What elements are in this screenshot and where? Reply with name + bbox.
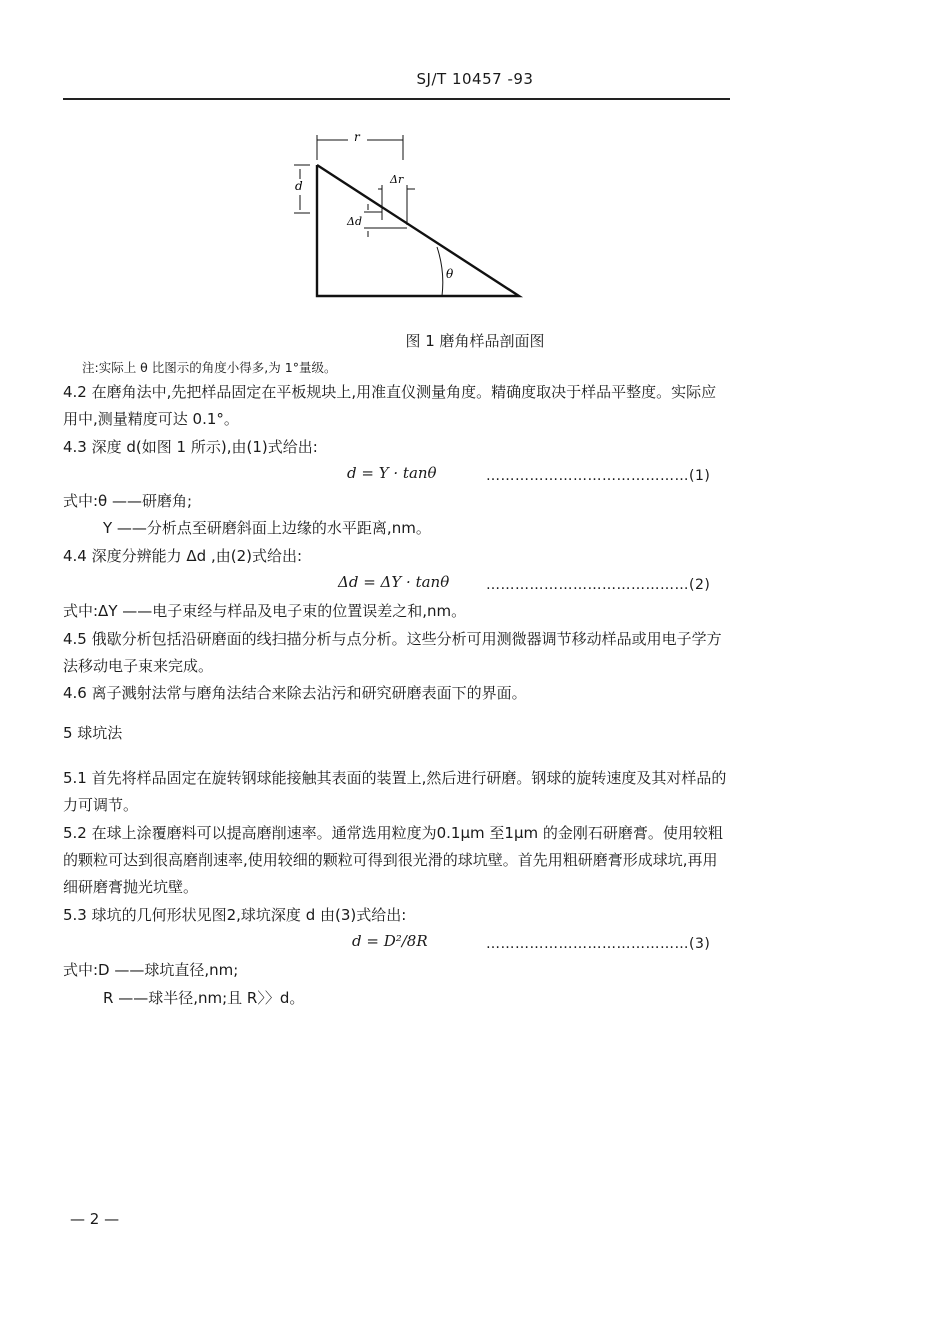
where-3-line-1: 式中:D ——球坑直径,nm; — [63, 961, 239, 979]
page-number: — 2 — — [70, 1210, 120, 1228]
where-2-line-1: 式中:ΔY ——电子束经与样品及电子束的位置误差之和,nm。 — [63, 602, 467, 620]
figure-1-note: 注:实际上 θ 比图示的角度小得多,为 1°量级。 — [82, 360, 337, 375]
figure-1-diagram — [280, 125, 540, 310]
equation-1: d = Y · tanθ — [347, 464, 437, 482]
section-4-5: 4.5 俄歇分析包括沿研磨面的线扫描分析与点分析。这些分析可用测微器调节移动样品或用电子学方法移动电子束来完成。 — [63, 630, 722, 675]
label-r: r — [354, 130, 360, 144]
where-1-line-1: 式中:θ ——研磨角; — [63, 492, 193, 510]
section-4-2: 4.2 在磨角法中,先把样品固定在平板规块上,用准直仪测量角度。精确度取决于样品平整度。实际应用中,测量精度可达 0.1°。 — [63, 383, 717, 428]
section-4-3: 4.3 深度 d(如图 1 所示),由(1)式给出: — [63, 438, 318, 456]
figure-1-caption: 图 1 磨角样品剖面图 — [405, 332, 545, 350]
equation-1-number: ……………………………………(1) — [486, 468, 711, 484]
document-code: SJ/T 10457 -93 — [416, 70, 534, 88]
equation-2: Δd = ΔY · tanθ — [338, 573, 450, 591]
section-5-1: 5.1 首先将样品固定在旋转钢球能接触其表面的装置上,然后进行研磨。钢球的旋转速度及其对样品的力可调节。 — [63, 769, 727, 814]
header-rule — [63, 98, 730, 100]
sample-outline — [317, 165, 519, 296]
label-theta: θ — [446, 267, 454, 281]
label-delta-d: Δd — [347, 215, 362, 228]
section-5-3: 5.3 球坑的几何形状见图2,球坑深度 d 由(3)式给出: — [63, 906, 407, 924]
where-3-line-2: R ——球半径,nm;且 R〉〉d。 — [103, 989, 305, 1007]
label-d: d — [295, 179, 303, 193]
section-5-title: 5 球坑法 — [63, 724, 123, 742]
equation-3: d = D²/8R — [352, 932, 428, 950]
section-4-4: 4.4 深度分辨能力 Δd ,由(2)式给出: — [63, 547, 303, 565]
equation-3-number: ……………………………………(3) — [486, 936, 711, 952]
label-delta-r: Δr — [390, 173, 404, 186]
where-1-line-2: Y ——分析点至研磨斜面上边缘的水平距离,nm。 — [103, 519, 431, 537]
section-4-6: 4.6 离子溅射法常与磨角法结合来除去沾污和研究研磨表面下的界面。 — [63, 684, 527, 702]
section-5-2: 5.2 在球上涂覆磨料可以提高磨削速率。通常选用粒度为0.1μm 至1μm 的金刚石研磨膏。使用较粗的颗粒可达到很高磨削速率,使用较细的颗粒可得到很光滑的球坑壁。首先用粗研磨膏形成球坑,再用细研磨膏抛光坑壁。 — [63, 824, 723, 896]
equation-2-number: ……………………………………(2) — [486, 577, 711, 593]
